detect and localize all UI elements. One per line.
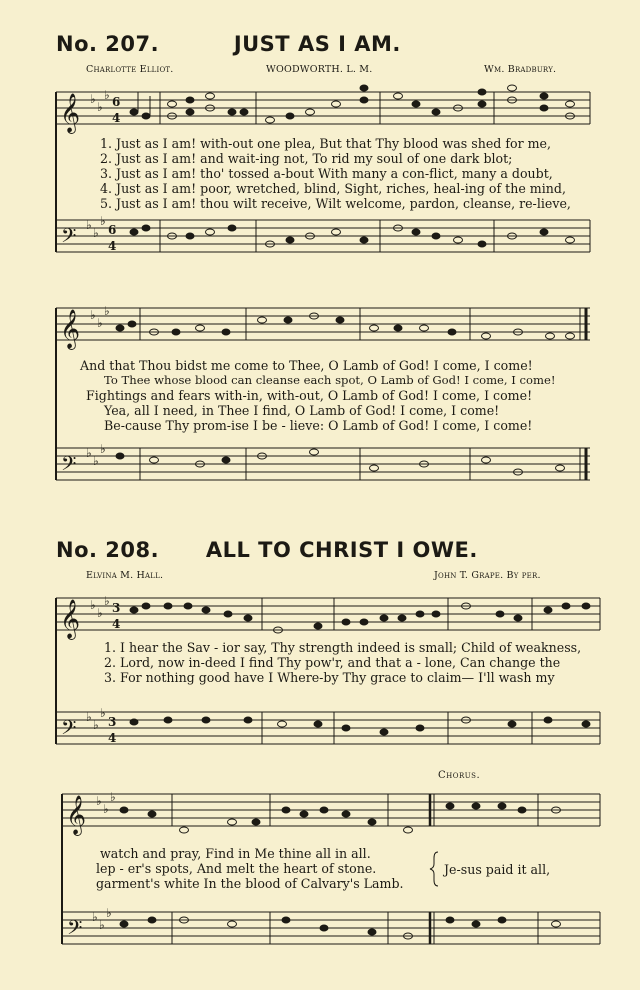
svg-text:♭: ♭ — [92, 910, 98, 924]
svg-text:♭: ♭ — [86, 710, 92, 724]
verse-line: 5. Just as I am! thou wilt receive, Wilt welcome, pardon, cleanse, re-lieve, — [100, 196, 571, 211]
verse-line: watch and pray, Find in Me thine all in all. — [100, 846, 371, 861]
svg-text:♭: ♭ — [93, 226, 99, 240]
verse-line: lep - er's spots, And melt the heart of stone. — [96, 861, 377, 876]
verse-line: Yea, all I need, in Thee I find, O Lamb of God! I come, I come! — [104, 403, 500, 418]
svg-text:♭: ♭ — [99, 918, 105, 932]
verse-line: 1. I hear the Sav - ior say, Thy strength indeed is small; Child of weakness, — [104, 640, 582, 655]
hymn-208-chorus-label: Chorus. — [438, 770, 481, 781]
svg-text:♭: ♭ — [100, 706, 106, 720]
verse-line: 4. Just as I am! poor, wretched, blind, Sight, riches, heal-ing of the mind, — [100, 181, 566, 196]
svg-text:6: 6 — [108, 223, 117, 237]
svg-text:4: 4 — [108, 239, 117, 253]
verse-line: Fightings and fears with-in, with-out, O Lamb of God! I come, I come! — [86, 388, 533, 403]
svg-text:♭: ♭ — [106, 906, 112, 920]
svg-text:4: 4 — [112, 617, 121, 631]
svg-text:𝄢: 𝄢 — [61, 224, 77, 252]
hymn-207-tune: WOODWORTH. L. M. — [266, 64, 373, 75]
svg-text:𝄢: 𝄢 — [61, 716, 77, 744]
verse-line: To Thee whose blood can cleanse each spot, O Lamb of God! I come, I come! — [104, 373, 556, 387]
verse-line: garment's white In the blood of Calvary's Lamb. — [96, 876, 404, 891]
svg-text:3: 3 — [108, 715, 117, 729]
svg-text:♭: ♭ — [93, 718, 99, 732]
verse-line: 2. Just as I am! and wait-ing not, To rid my soul of one dark blot; — [100, 151, 513, 166]
svg-text:3: 3 — [112, 601, 121, 615]
svg-text:4: 4 — [112, 111, 121, 125]
svg-text:♭: ♭ — [103, 802, 109, 816]
hymn-207-title: JUST AS I AM. — [233, 32, 401, 56]
hymn-207-author: Charlotte Elliot. — [86, 64, 174, 75]
svg-text:♭: ♭ — [86, 218, 92, 232]
svg-text:♭: ♭ — [104, 594, 110, 608]
hymn-208-verses-part-2 — [96, 846, 404, 891]
svg-text:♭: ♭ — [90, 308, 96, 322]
hymn-208-title: ALL TO CHRIST I OWE. — [205, 538, 478, 562]
hymn-208-number: No. 208. — [56, 538, 160, 562]
svg-text:♭: ♭ — [100, 214, 106, 228]
svg-text:𝄞: 𝄞 — [60, 93, 81, 133]
svg-text:♭: ♭ — [104, 304, 110, 318]
svg-text:♭: ♭ — [104, 88, 110, 102]
svg-text:𝄞: 𝄞 — [66, 795, 87, 835]
svg-text:♭: ♭ — [97, 606, 103, 620]
hymn-207-number: No. 207. — [56, 32, 160, 56]
svg-text:𝄞: 𝄞 — [60, 309, 81, 349]
svg-text:♭: ♭ — [90, 598, 96, 612]
hymn-208-chorus-text: Je-sus paid it all, — [444, 862, 551, 877]
svg-text:𝄢: 𝄢 — [67, 916, 83, 944]
verse-line: 2. Lord, now in-deed I find Thy pow'r, and that a - lone, Can change the — [104, 655, 561, 670]
hymn-207-composer: Wm. Bradbury. — [484, 64, 557, 75]
svg-text:♭: ♭ — [86, 446, 92, 460]
svg-text:♭: ♭ — [110, 790, 116, 804]
svg-text:♭: ♭ — [96, 794, 102, 808]
verse-line: 1. Just as I am! with-out one plea, But that Thy blood was shed for me, — [100, 136, 552, 151]
svg-text:♭: ♭ — [90, 92, 96, 106]
svg-text:𝄢: 𝄢 — [61, 452, 77, 480]
svg-text:♭: ♭ — [97, 100, 103, 114]
hymn-208-author: Elvina M. Hall. — [86, 570, 164, 581]
svg-text:𝄞: 𝄞 — [60, 599, 81, 639]
verse-line: 3. Just as I am! tho' tossed a-bout With many a con-flict, many a doubt, — [100, 166, 553, 181]
svg-text:6: 6 — [112, 95, 121, 109]
verse-line: Be-cause Thy prom-ise I be - lieve: O Lamb of God! I come, I come! — [104, 418, 533, 433]
svg-text:♭: ♭ — [97, 316, 103, 330]
svg-text:♭: ♭ — [93, 454, 99, 468]
svg-text:4: 4 — [108, 731, 117, 745]
svg-text:♭: ♭ — [100, 442, 106, 456]
verse-line: And that Thou bidst me come to Thee, O Lamb of God! I come, I come! — [80, 358, 533, 373]
verse-line: 3. For nothing good have I Where-by Thy grace to claim— I'll wash my — [104, 670, 555, 685]
hymn-208-composer: John T. Grape. By per. — [434, 570, 541, 581]
